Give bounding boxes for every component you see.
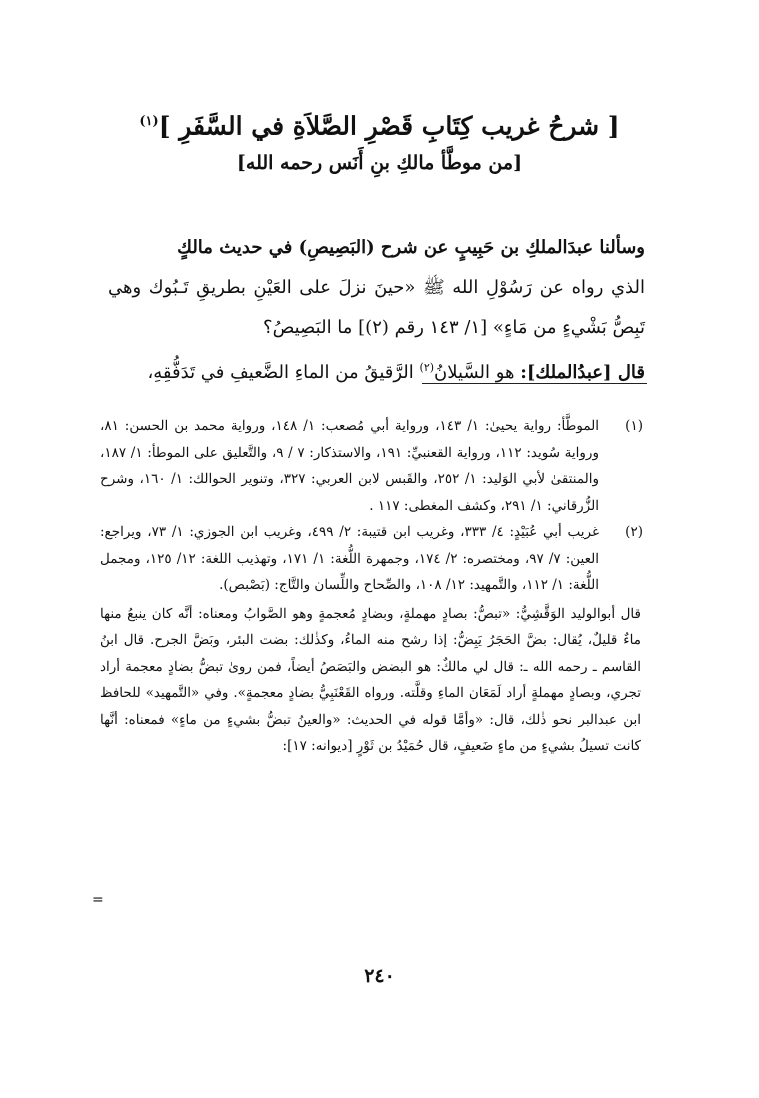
main-text [108, 228, 645, 393]
commentary-paragraph: قال أبوالوليد الوَقَّشِيُّ: «تبصُّ: بصادٍ مهملةٍ، وبضادٍ مُعجمةٍ وهو الصَّوابُ ومعناه: أنَّه كان ينبعُ منها ماءٌ قليلٌ، يُقال: بضَّ الحَجَرُ يَبِضُّ: إذا رشح منه الماءُ، وكذٰلك: بضت البئر، وبَضَّ الجرح. قال ابنُ القاسم ـ رحمه الله ـ: قال لي مالكٌ: هو البضض والبَصَصُ أيضاً، فمن روىٰ تبضُّ بضادٍ معجمة أراد تجري، وبصادٍ مهملةٍ أراد لَمَعَان الماءِ وقلَّته. ورواه القَعْنَبِيُّ بضادٍ معجمةٍ». وفي «التَّمهيد» للحافظ ابن عبدالبر نحو ذٰلك، قال: «وأمَّا قوله في الحديث: «والعينُ تبضُّ بشيءٍ من ماءٍ» فمعناه: أنَّها كانت تسيلُ بشيءٍ من ماءٍ ضَعيفٍ، قال حُمَيْدُ بن ثَوْرٍ [ديوانه: ١٧]: [100, 605, 641, 754]
paragraph-answer [108, 348, 645, 393]
footnote-text: الموطَّأ: رواية يحيىٰ: ١/ ١٤٣، ورواية أبي مُصعب: ١/ ١٤٨، ورواية محمد بن الحسن: ٨١، ورواية سُويد: ١١٢، ورواية القعنبيِّ: ١٩١، والاستذكار: ٧ / ٩، والتَّعليق على الموطأ: ١/ ١٨٧، والمنتقىٰ لأبي الوَليد: ١/ ٢٥٢، والقَبس لابن العربي: ٣٢٧، وتنوير الحوالك: ١/ ١٦٠، وشرح الزُّرقاني: ١/ ٢٩١، وكشف المغطى: ١١٧ . [100, 418, 600, 514]
footnotes-section [100, 413, 641, 760]
footnote-separator [422, 383, 647, 384]
answer-text-a: هو السَّيلانُ [434, 362, 515, 383]
title-block [0, 104, 759, 178]
footnote-1 [100, 413, 641, 519]
footnote-number: (٢) [625, 524, 643, 540]
chapter-subtitle: [من موطَّأ مالكِ بنِ أَنَس رحمه الله] [236, 152, 523, 175]
footnote-2 [100, 519, 641, 599]
continuation-mark: = [92, 892, 104, 908]
question-text: الذي رواه عن رَسُوْلِ الله ﷺ «حينَ نزلَ على العَيْنِ بطريقِ تَـبُوك وهي تَبِصُّ بَشْيءٍ من مَاءٍ» [١/ ١٤٣ رقم (٢)] ما البَصِيصُ؟ [108, 277, 645, 338]
footnote-number: (١) [625, 418, 643, 434]
answer-footnote-ref[interactable]: (٢) [419, 361, 435, 374]
chapter-title-text: [ شرحُ غريب كِتَابِ قَصْرِ الصَّلاَةِ في السَّفَرِ ] [158, 111, 620, 141]
question-lead: وسألنا عبدَالملكِ بن حَبِيبٍ عن شرح (البَصِيصِ) في حديث مالكٍ [177, 237, 645, 258]
chapter-title [0, 104, 759, 144]
answer-lead: قال [عبدُالملك]: [520, 362, 645, 383]
footnote-commentary [100, 601, 641, 760]
title-footnote-ref[interactable]: (١) [139, 114, 159, 129]
paragraph-question [108, 228, 645, 348]
page-number: ٢٤٠ [364, 965, 395, 987]
answer-text-b: الرَّقيقُ من الماءِ الضَّعيفِ في تَدَفُّقِهِ، [147, 362, 414, 383]
footnote-text: غريب أبي عُبَيْدٍ: ٤/ ٣٣٣، وغريب ابن قتيبة: ٢/ ٤٩٩، وغريب ابن الجوزي: ١/ ٧٣، ويراجع: العين: ٧/ ٩٧، ومختصره: ٢/ ١٧٤، وجمهرة اللُّغة: ١/ ١٧١، وتهذيب اللغة: ١٢/ ١٢٥، ومجمل اللُّغة: ١/ ١١٢، والتَّمهيد: ١٢/ ١٠٨، والصِّحاح واللِّسان والتَّاج: (بَصْبص). [100, 524, 600, 593]
